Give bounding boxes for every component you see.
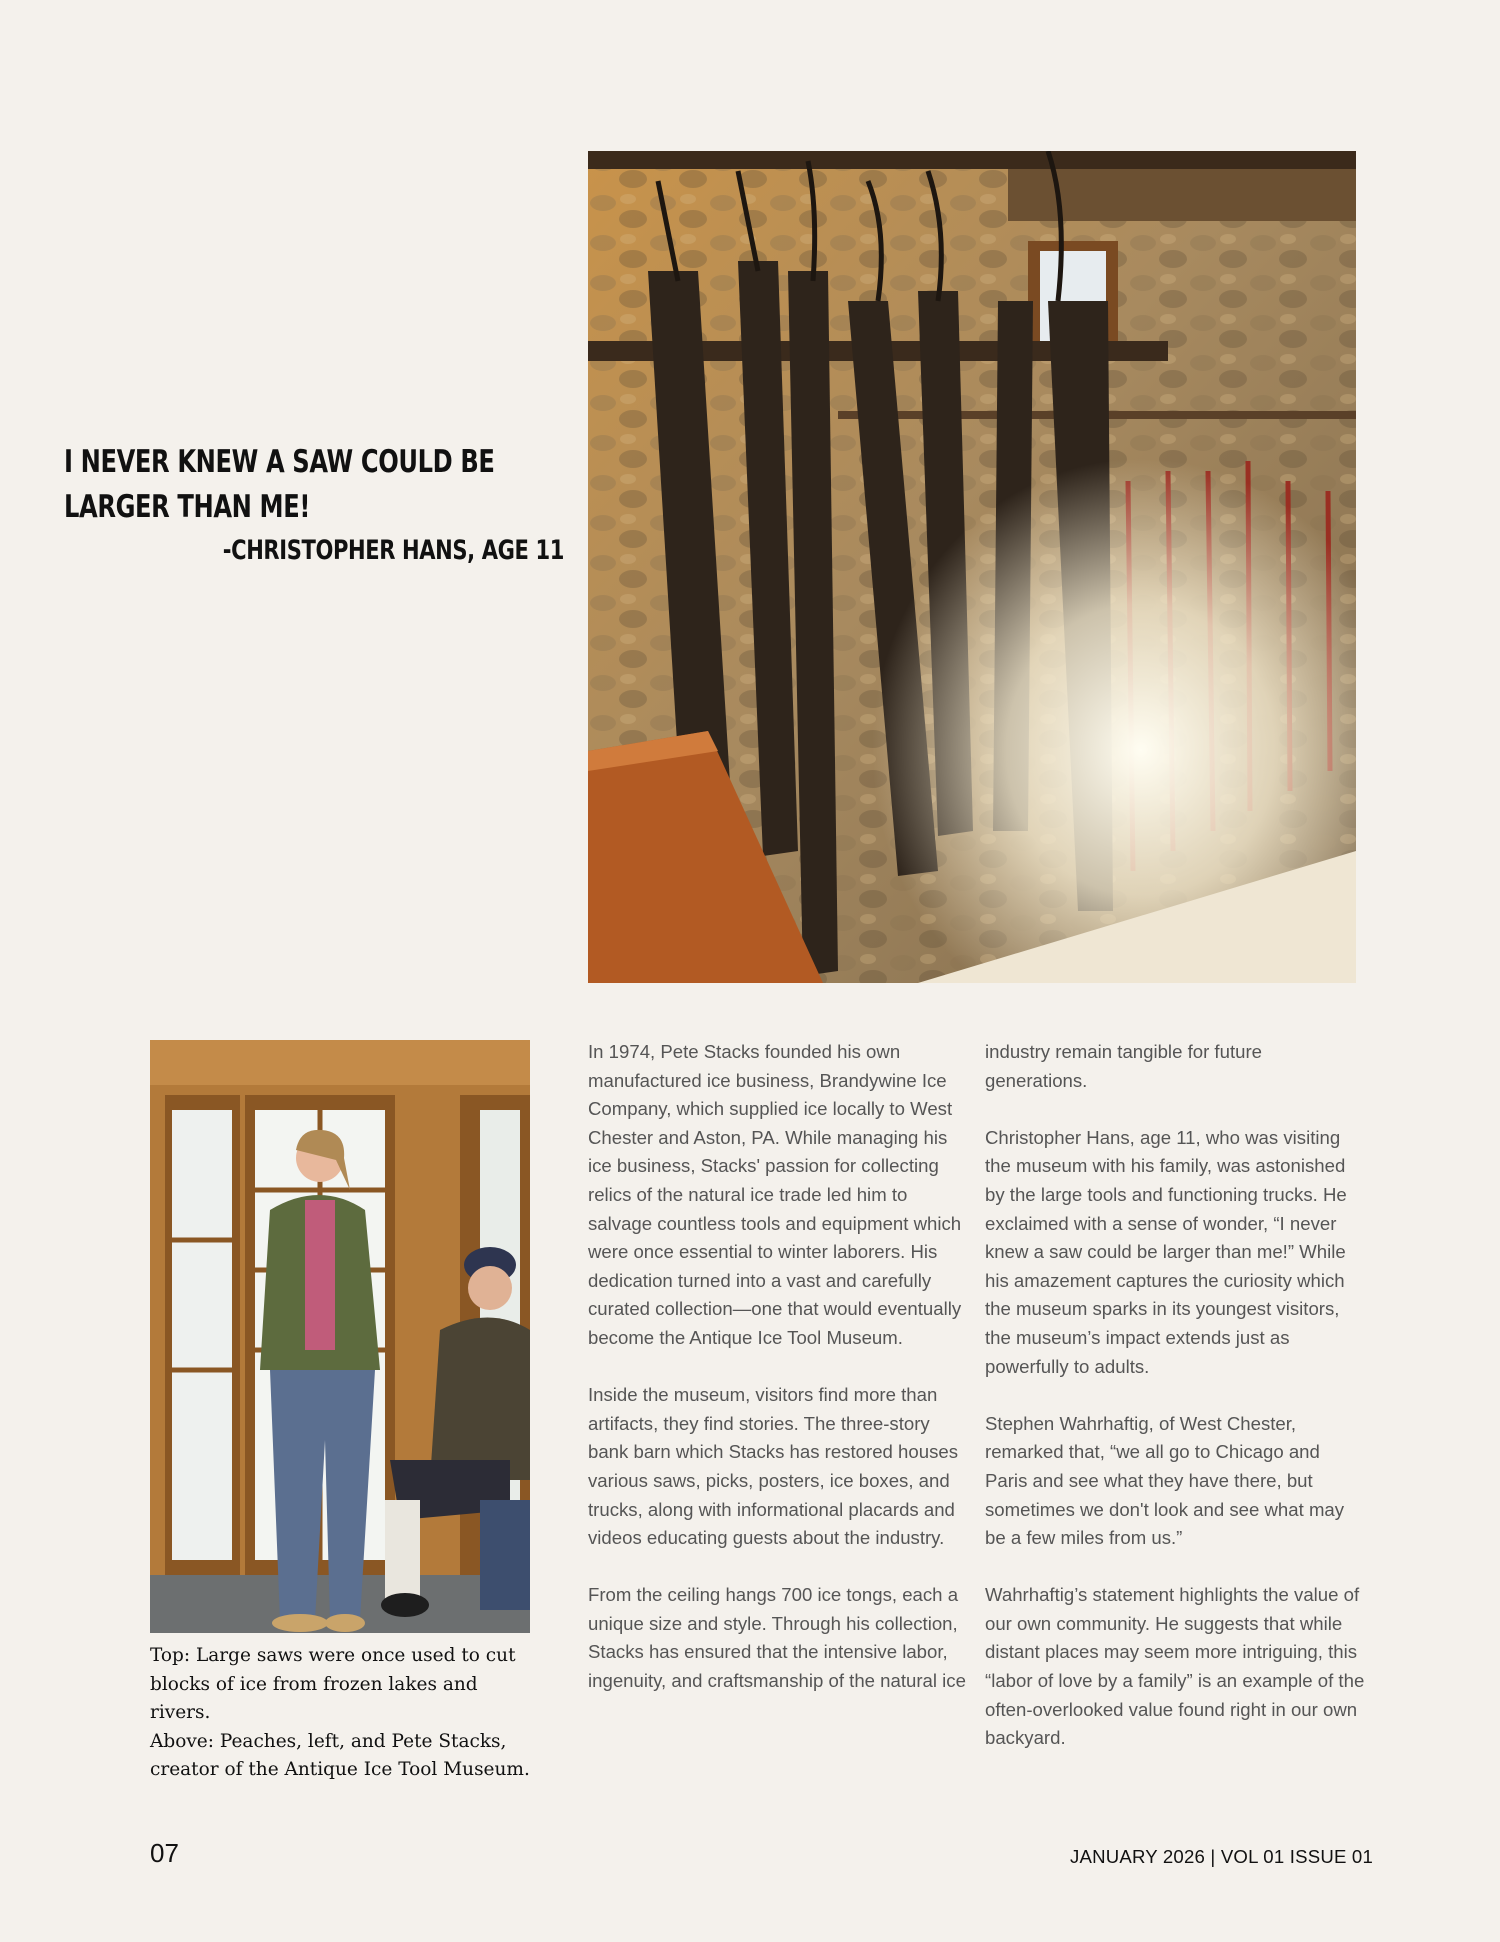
- pull-quote-attribution: -CHRISTOPHER HANS, AGE 11: [222, 535, 565, 566]
- article-paragraph: From the ceiling hangs 700 ice tongs, each a unique size and style. Through his collection, Stacks has ensured that the intensive labor, ingenuity, and craftsmanship of the natural ice: [588, 1584, 966, 1692]
- article-paragraph: industry remain tangible for future generations.: [985, 1041, 1262, 1091]
- peaches-and-pete-stacks-photo: [150, 1040, 530, 1633]
- photo-caption: [150, 1642, 540, 1785]
- pull-quote: [64, 440, 565, 566]
- caption-top: Top: Large saws were once used to cut blocks of ice from frozen lakes and rivers.: [150, 1645, 516, 1723]
- article-paragraph: In 1974, Pete Stacks founded his own manufactured ice business, Brandywine Ice Company, which supplied ice locally to West Chester and Aston, PA. While managing his ice business, Stacks' passion for collecting relics of the natural ice trade led him to salvage countless tools and equipment which were once essential to winter laborers. His dedication turned into a vast and carefully curated collection—one that would eventually become the Antique Ice Tool Museum.: [588, 1041, 962, 1348]
- article-paragraph: Wahrhaftig’s statement highlights the value of our own community. He suggests that while distant places may seem more intriguing, this “labor of love by a family” is an example of the often-overlooked value found right in our own backyard.: [985, 1584, 1365, 1749]
- page-number: 07: [150, 1838, 179, 1868]
- pull-quote-line-2: LARGER THAN ME!: [64, 489, 311, 525]
- article-paragraph: Christopher Hans, age 11, who was visiting the museum with his family, was astonished by the large tools and functioning trucks. He exclaimed with a sense of wonder, “I never knew a saw could be larger than me!” While his amazement captures the curiosity which the museum sparks in its youngest visitors, the museum’s impact extends just as powerfully to adults.: [985, 1126, 1347, 1377]
- saws-on-stone-wall-photo: [588, 151, 1356, 983]
- article-column-1: [588, 1038, 968, 1724]
- issue-info: JANUARY 2026 | VOL 01 ISSUE 01: [1070, 1846, 1373, 1867]
- pull-quote-line-1: I NEVER KNEW A SAW COULD BE: [64, 444, 495, 480]
- article-paragraph: Stephen Wahrhaftig, of West Chester, remarked that, “we all go to Chicago and Paris and see what they have there, but sometimes we don't look and see what may be a few miles from us.”: [985, 1412, 1345, 1549]
- article-column-2: [985, 1038, 1365, 1781]
- caption-above: Above: Peaches, left, and Pete Stacks, creator of the Antique Ice Tool Museum.: [150, 1730, 530, 1780]
- article-paragraph: Inside the museum, visitors find more than artifacts, they find stories. The three-story bank barn which Stacks has restored houses various saws, picks, posters, ice boxes, and trucks, along with informational placards and videos educating guests about the industry.: [588, 1384, 959, 1549]
